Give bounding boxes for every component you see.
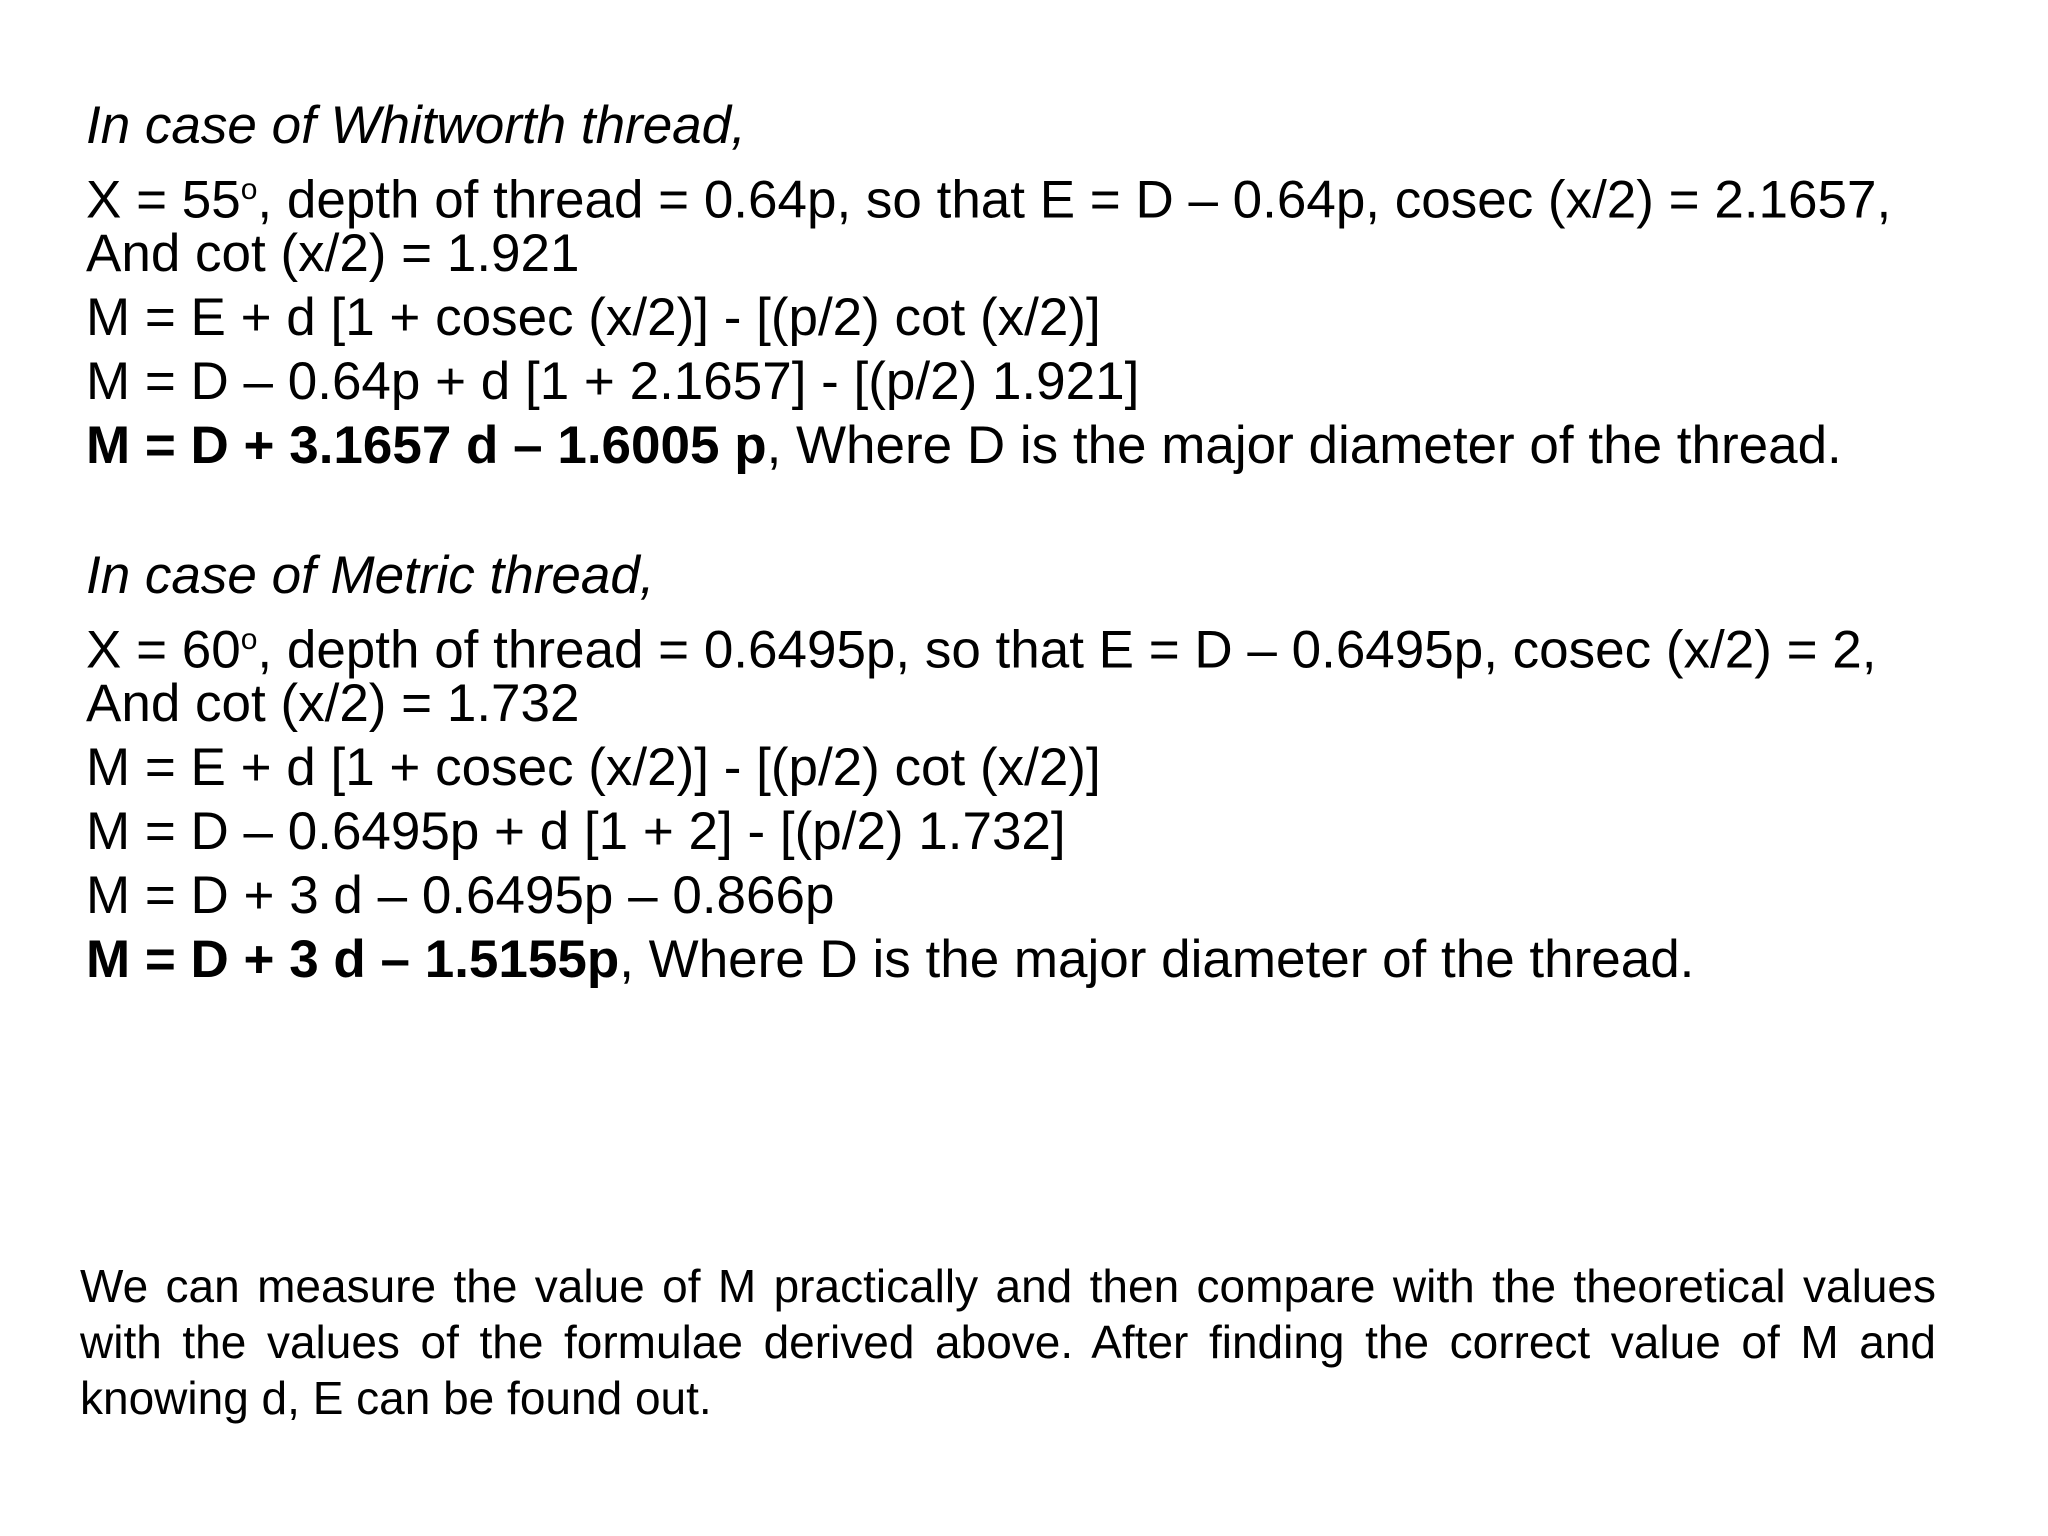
metric-section (86, 544, 2026, 992)
metric-result-formula: M = D + 3 d – 1.5155p (86, 930, 620, 989)
whitworth-general-formula: M = E + d [1 + cosec (x/2)] - [(p/2) cot (x/2)] (86, 288, 1101, 347)
conclusion-paragraph: We can measure the value of M practically and then compare with the theoretical values with the values of the formulae derived above. After finding the correct value of M and knowing d, E can be found out. (80, 1260, 1936, 1424)
whitworth-cot-line: And cot (x/2) = 1.921 (86, 224, 580, 283)
whitworth-result-note: , Where D is the major diameter of the thread. (766, 416, 1842, 475)
metric-substituted-formula: M = D – 0.6495p + d [1 + 2] - [(p/2) 1.732] (86, 802, 1066, 861)
whitworth-substituted-formula: M = D – 0.64p + d [1 + 2.1657] - [(p/2) 1.921] (86, 352, 1140, 411)
whitworth-result-formula: M = D + 3.1657 d – 1.6005 p (86, 416, 767, 475)
whitworth-heading: In case of Whitworth thread, (86, 96, 746, 155)
whitworth-section (86, 94, 2026, 478)
metric-depth-text: , depth of thread = 0.6495p, so that E = D – 0.6495p, cosec (x/2) = 2, (257, 620, 1877, 680)
metric-general-formula: M = E + d [1 + cosec (x/2)] - [(p/2) cot (x/2)] (86, 738, 1101, 797)
metric-angle-value: X = 60 (86, 620, 241, 680)
metric-result-line (86, 928, 2026, 992)
whitworth-angle-line (86, 158, 2026, 230)
whitworth-angle-value: X = 55 (86, 170, 241, 230)
whitworth-result-line (86, 414, 2026, 478)
metric-heading: In case of Metric thread, (86, 546, 655, 605)
whitworth-depth-text: , depth of thread = 0.64p, so that E = D – 0.64p, cosec (x/2) = 2.1657, (257, 170, 1892, 230)
metric-simplified-formula: M = D + 3 d – 0.6495p – 0.866p (86, 866, 835, 925)
metric-angle-line (86, 608, 2026, 680)
metric-cot-line: And cot (x/2) = 1.732 (86, 674, 580, 733)
whitworth-degree-symbol: o (240, 173, 258, 206)
metric-degree-symbol: o (240, 623, 258, 656)
metric-result-note: , Where D is the major diameter of the thread. (619, 930, 1695, 989)
